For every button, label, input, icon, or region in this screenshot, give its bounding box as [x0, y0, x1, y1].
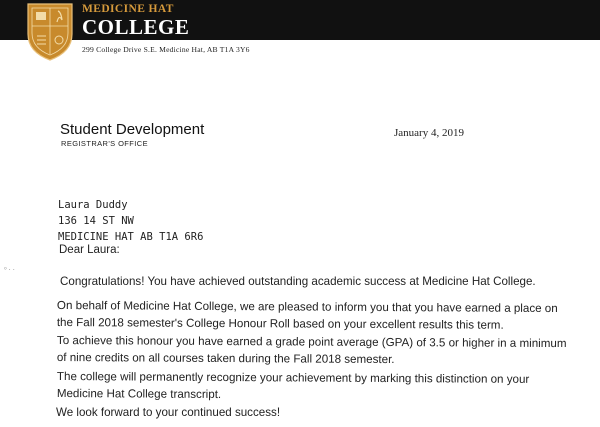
- body-paragraph-5: [56, 405, 280, 422]
- college-crest-icon: [26, 2, 74, 62]
- letter-date: January 4, 2019: [394, 127, 464, 139]
- body-paragraph-2: [57, 298, 558, 334]
- college-address: 299 College Drive S.E. Medicine Hat, AB T1A 3Y6: [82, 45, 250, 54]
- paragraph-line: the Fall 2018 semester's College Honour Roll based on your excellent results this term.: [56, 315, 504, 332]
- recipient-city: MEDICINE HAT AB T1A 6R6: [58, 231, 204, 243]
- salutation: Dear Laura:: [59, 244, 120, 256]
- paragraph-line: of nine credits on all courses taken during the Fall 2018 semester.: [56, 350, 395, 366]
- college-name-line1: MEDICINE HAT: [82, 3, 174, 15]
- college-wordmark: [82, 4, 189, 38]
- college-name-line2: COLLEGE: [82, 14, 190, 39]
- paragraph-line: The college will permanently recognize your achievement by marking this distinction on your: [56, 369, 530, 386]
- body-paragraph-1: [60, 274, 536, 291]
- recipient-name: Laura Duddy: [58, 199, 128, 211]
- paragraph-line: On behalf of Medicine Hat College, we are pleased to inform you that you have earned a place on: [56, 298, 558, 316]
- paragraph-line: Medicine Hat College transcript.: [56, 386, 222, 401]
- paragraph-line: We look forward to your continued success!: [56, 406, 281, 419]
- body-paragraph-3: [57, 333, 567, 369]
- margin-note: ° · ·: [4, 266, 15, 274]
- paragraph-line: To achieve this honour you have earned a grade point average (GPA) of 3.5 or higher in a minimum: [56, 333, 567, 351]
- recipient-block: [58, 197, 203, 245]
- paragraph-line: Congratulations! You have achieved outstanding academic success at Medicine Hat College.: [60, 275, 536, 288]
- recipient-street: 136 14 ST NW: [58, 215, 134, 227]
- sender-department: Student Development: [60, 121, 205, 138]
- sender-office: REGISTRAR'S OFFICE: [61, 139, 148, 148]
- body-paragraph-4: [57, 369, 530, 405]
